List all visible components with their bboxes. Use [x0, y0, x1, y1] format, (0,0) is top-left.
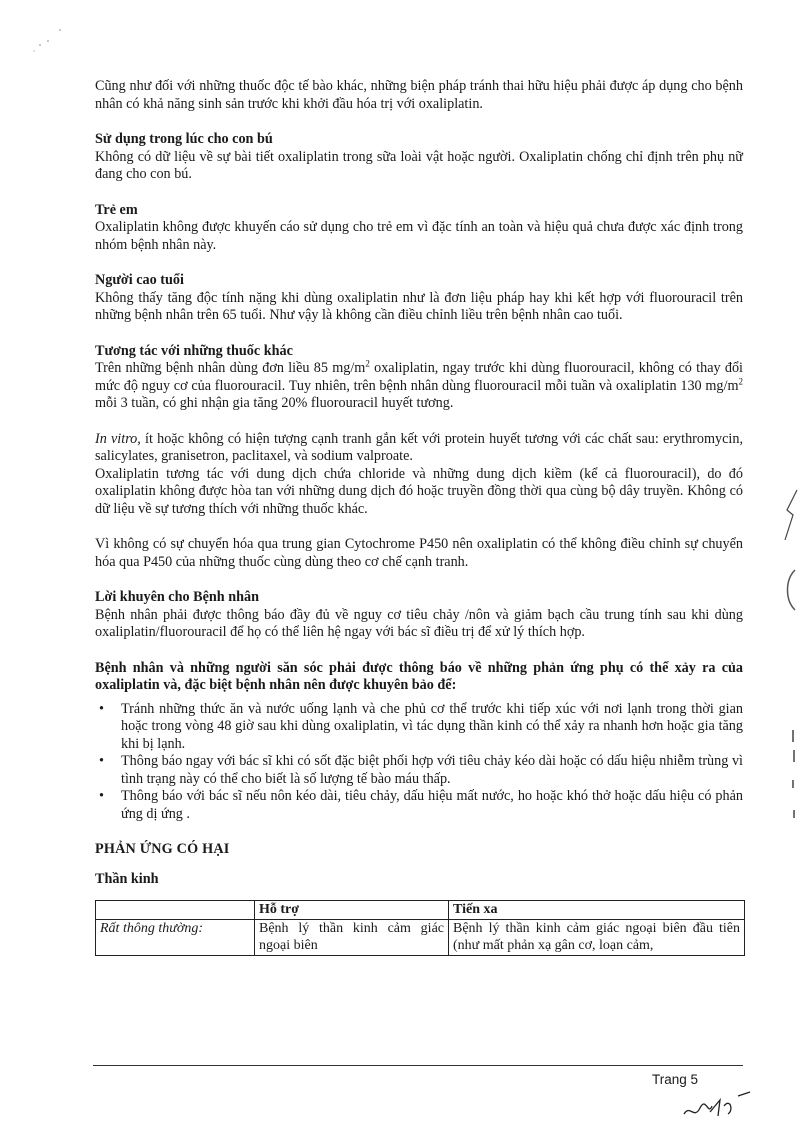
table-cell: Bệnh lý thần kinh cảm giác ngoại biên: [255, 919, 449, 955]
page-number: Trang 5: [652, 1072, 699, 1087]
table-cell: Rất thông thường:: [96, 919, 255, 955]
contraception-paragraph: Cũng như đối với những thuốc độc tế bào khác, những biện pháp tránh thai hữu hiệu phải được áp dụng cho bệnh nhân có khả năng sinh sản trước khi khởi đầu hóa trị với oxaliplatin.: [95, 78, 743, 112]
table-header-cell: Hỗ trợ: [255, 901, 449, 920]
table-row: [96, 919, 745, 955]
neuro-subheading: Thần kinh: [95, 870, 159, 887]
advice-bullet-list: [95, 701, 743, 824]
scan-specks: [30, 25, 70, 61]
breastfeeding-text: Không có dữ liệu về sự bài tiết oxaliplatin trong sữa loài vật hoặc người. Oxaliplatin chống chỉ định trên phụ nữ đang cho con bú.: [95, 148, 743, 182]
advice-heading: Lời khuyên cho Bệnh nhân: [95, 589, 259, 605]
elderly-heading: Người cao tuổi: [95, 272, 184, 288]
table-header-cell: Tiến xa: [449, 901, 745, 920]
adverse-reactions-title: PHẢN ỨNG CÓ HẠI: [95, 841, 230, 857]
elderly-text: Không thấy tăng độc tính nặng khi dùng oxaliplatin như là đơn liệu pháp hay khi kết hợp với fluorouracil trên những bệnh nhân trên 65 tuổi. Như vậy là không cần điều chỉnh liều trên bệnh nhân cao tuổi.: [95, 289, 743, 323]
table-header-row: [96, 901, 745, 920]
bullet-item: • Tránh những thức ăn và nước uống lạnh và che phủ cơ thể trước khi tiếp xúc với nơi lạnh trong thời gian hoặc trong vòng 48 giờ sau khi dùng oxaliplatin, vì tác dụng thần kinh có thể xảy ra nhanh hơn hoặc gia tăng khi bị lạnh.: [121, 701, 743, 754]
cytochrome-paragraph: Vì không có sự chuyển hóa qua trung gian Cytochrome P450 nên oxaliplatin có thể không điều chỉnh sự chuyển hóa qua P450 của những thuốc cùng dùng theo cơ chế cạnh tranh.: [95, 536, 743, 570]
document-page: [95, 78, 743, 956]
advice-text: Bệnh nhân phải được thông báo đầy đủ về nguy cơ tiêu chảy /nôn và giảm bạch cầu trung tính sau khi dùng oxaliplatin/fluorouracil để họ có thể liên hệ ngay với bác sĩ điều trị để xử lý thích hợp.: [95, 606, 743, 640]
warning-paragraph: Bệnh nhân và những người săn sóc phải được thông báo về những phản ứng phụ có thể xảy ra của oxaliplatin và, đặc biệt bệnh nhân nên được khuyên bảo để:: [95, 659, 743, 693]
bullet-item: • Thông báo ngay với bác sĩ khi có sốt đặc biệt phối hợp với tiêu chảy kéo dài hoặc có dấu hiệu nhiễm trùng vì tình trạng này có thể cho biết là số lượng tế bào máu thấp.: [121, 753, 743, 788]
stamp-edge-marks: [779, 480, 799, 840]
signature-mark: [680, 1086, 770, 1132]
table-cell: Bệnh lý thần kinh cảm giác ngoại biên đầu tiên (như mất phản xạ gân cơ, loạn cảm,: [449, 919, 745, 955]
breastfeeding-heading: Sử dụng trong lúc cho con bú: [95, 131, 273, 147]
footer-divider: [93, 1065, 743, 1066]
bullet-item: • Thông báo với bác sĩ nếu nôn kéo dài, tiêu chảy, dấu hiệu mất nước, ho hoặc khó thở hoặc dấu hiệu có phản ứng dị ứng .: [121, 788, 743, 823]
interactions-heading: Tương tác với những thuốc khác: [95, 342, 293, 359]
interactions-paragraph-1: Trên những bệnh nhân dùng đơn liều 85 $mg/m^2$ oxaliplatin, ngay trước khi dùng fluorouracil, không có thay đổi mức độ nguy cơ của fluorouracil. Tuy nhiên, trên bệnh nhân dùng fluorouracil mỗi tuần và oxaliplatin 130 $mg/m^2$ mỗi 3 tuần, có ghi nhận gia tăng 20% fluorouracil huyết tương.: [95, 358, 743, 411]
in-vitro-paragraph: In vitro, ít hoặc không có hiện tượng cạnh tranh gắn kết với protein huyết tương với các chất sau: erythromycin, salicylates, granisetron, paclitaxel, và sodium valproate.: [95, 430, 743, 464]
children-heading: Trẻ em: [95, 201, 138, 218]
table-header-cell: [96, 901, 255, 920]
adverse-table: [95, 900, 745, 956]
chloride-paragraph: Oxaliplatin tương tác với dung dịch chứa chloride và những dung dịch kiềm (kể cả fluorouracil), do đó oxaliplatin không được hòa tan với những dung dịch đó hoặc truyền đồng thời qua cùng bộ dây truyền. Không có dữ liệu về sự tương thích với những thuốc khác.: [95, 465, 743, 517]
children-text: Oxaliplatin không được khuyến cáo sử dụng cho trẻ em vì đặc tính an toàn và hiệu quả chưa được xác định trong nhóm bệnh nhân này.: [95, 219, 743, 253]
